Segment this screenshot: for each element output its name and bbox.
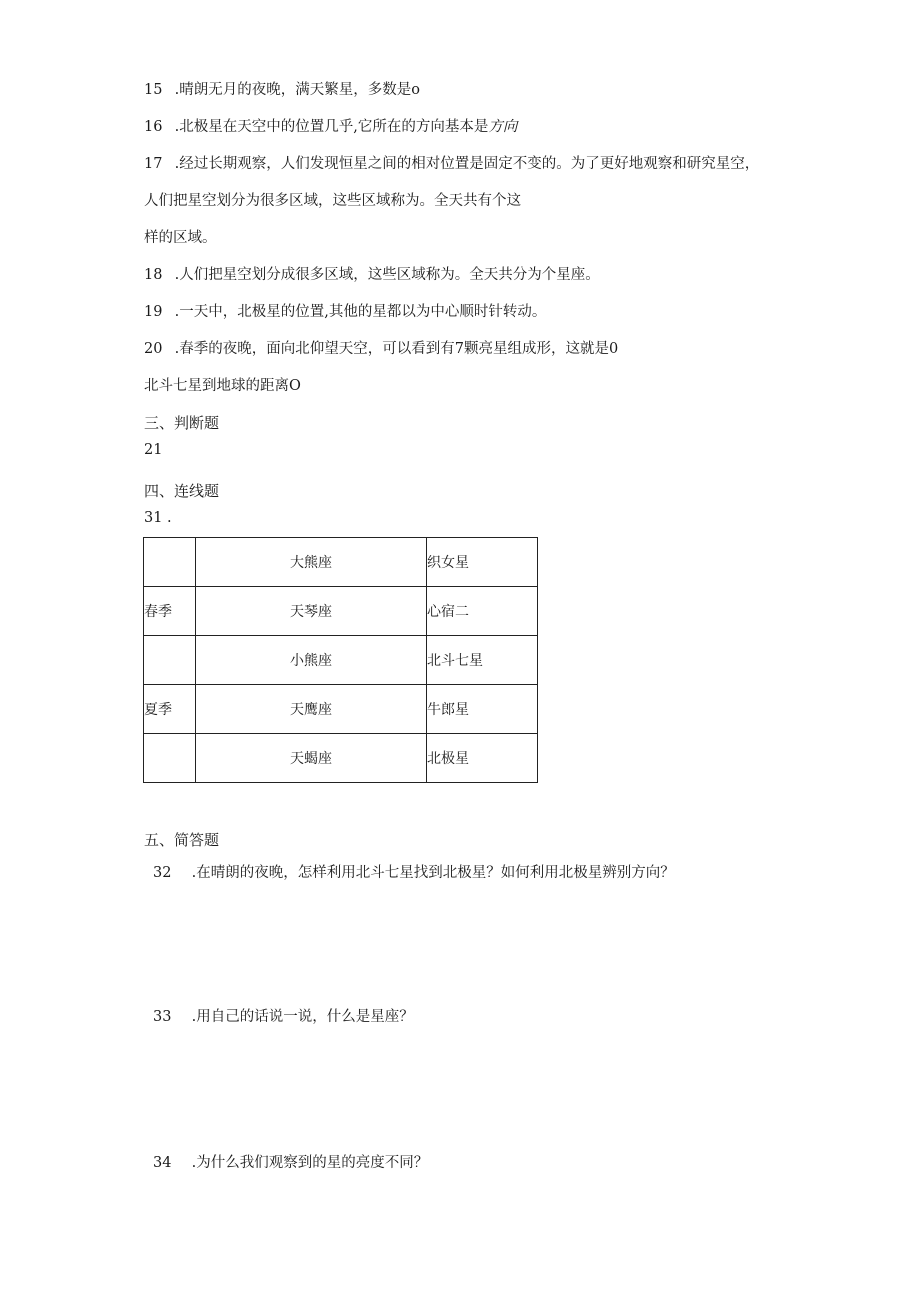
question-20-line-2: 北斗七星到地球的距离O — [144, 378, 301, 394]
matching-table — [143, 537, 538, 783]
question-17 — [144, 152, 759, 173]
question-18 — [144, 263, 600, 284]
table-row — [144, 587, 538, 636]
question-text: .北极星在天空中的位置几乎,它所在的方向基本是 — [174, 119, 489, 135]
table-cell-constellation: 小熊座 — [196, 636, 427, 685]
question-number: 15 — [144, 82, 163, 98]
question-15 — [144, 78, 420, 99]
table-row — [144, 636, 538, 685]
table-cell-star: 织女星 — [427, 538, 538, 587]
question-number: 32 — [153, 865, 172, 881]
question-number: 17 — [144, 156, 163, 172]
table-cell-star: 北极星 — [427, 734, 538, 783]
question-text: .在晴朗的夜晚，怎样利用北斗七星找到北极星？如何利用北极星辨别方向？ — [191, 865, 675, 881]
table-cell-season — [144, 538, 196, 587]
question-17-line-2: 人们把星空划分为很多区域，这些区域称为。全天共有个这 — [144, 193, 521, 209]
table-cell-star: 北斗七星 — [427, 636, 538, 685]
question-31: 31 . — [144, 510, 172, 526]
table-cell-season — [144, 636, 196, 685]
question-32 — [153, 861, 675, 882]
question-text: .用自己的话说一说，什么是星座？ — [191, 1009, 414, 1025]
question-16 — [144, 115, 517, 136]
question-text: .为什么我们观察到的星的亮度不同？ — [191, 1155, 429, 1171]
question-text: .人们把星空划分成很多区域，这些区域称为。全天共分为个星座。 — [174, 267, 600, 283]
section-title-short-answer: 五、简答题 — [144, 831, 220, 849]
question-number: 16 — [144, 119, 163, 135]
question-34 — [153, 1151, 428, 1172]
table-cell-constellation: 天蝎座 — [196, 734, 427, 783]
table-cell-season: 夏季 — [144, 685, 196, 734]
section-title-matching: 四、连线题 — [144, 482, 220, 500]
table-cell-constellation: 天鹰座 — [196, 685, 427, 734]
question-text: .春季的夜晚，面向北仰望天空，可以看到有7颗亮星组成形，这就是0 — [174, 341, 619, 357]
table-cell-constellation: 天琴座 — [196, 587, 427, 636]
table-cell-season — [144, 734, 196, 783]
question-number: 20 — [144, 341, 163, 357]
question-number: 33 — [153, 1009, 172, 1025]
question-number: 34 — [153, 1155, 172, 1171]
table-cell-star: 心宿二 — [427, 587, 538, 636]
question-text: .晴朗无月的夜晚，满天繁星，多数是o — [174, 82, 420, 98]
table-cell-season: 春季 — [144, 587, 196, 636]
question-33 — [153, 1005, 414, 1026]
table-row — [144, 734, 538, 783]
question-text: .一天中，北极星的位置,其他的星都以为中心顺时针转动。 — [174, 304, 547, 320]
question-19 — [144, 300, 546, 321]
table-row — [144, 685, 538, 734]
question-20 — [144, 337, 618, 358]
question-17-line-3: 样的区域。 — [144, 230, 217, 246]
question-21: 21 — [144, 442, 163, 458]
question-text: .经过长期观察，人们发现恒星之间的相对位置是固定不变的。为了更好地观察和研究星空， — [174, 156, 760, 172]
question-number: 19 — [144, 304, 163, 320]
table-cell-star: 牛郎星 — [427, 685, 538, 734]
table-row — [144, 538, 538, 587]
table-cell-constellation: 大熊座 — [196, 538, 427, 587]
question-number: 18 — [144, 267, 163, 283]
section-title-judgment: 三、判断题 — [144, 414, 220, 432]
question-text-tail: 方向 — [488, 119, 518, 135]
